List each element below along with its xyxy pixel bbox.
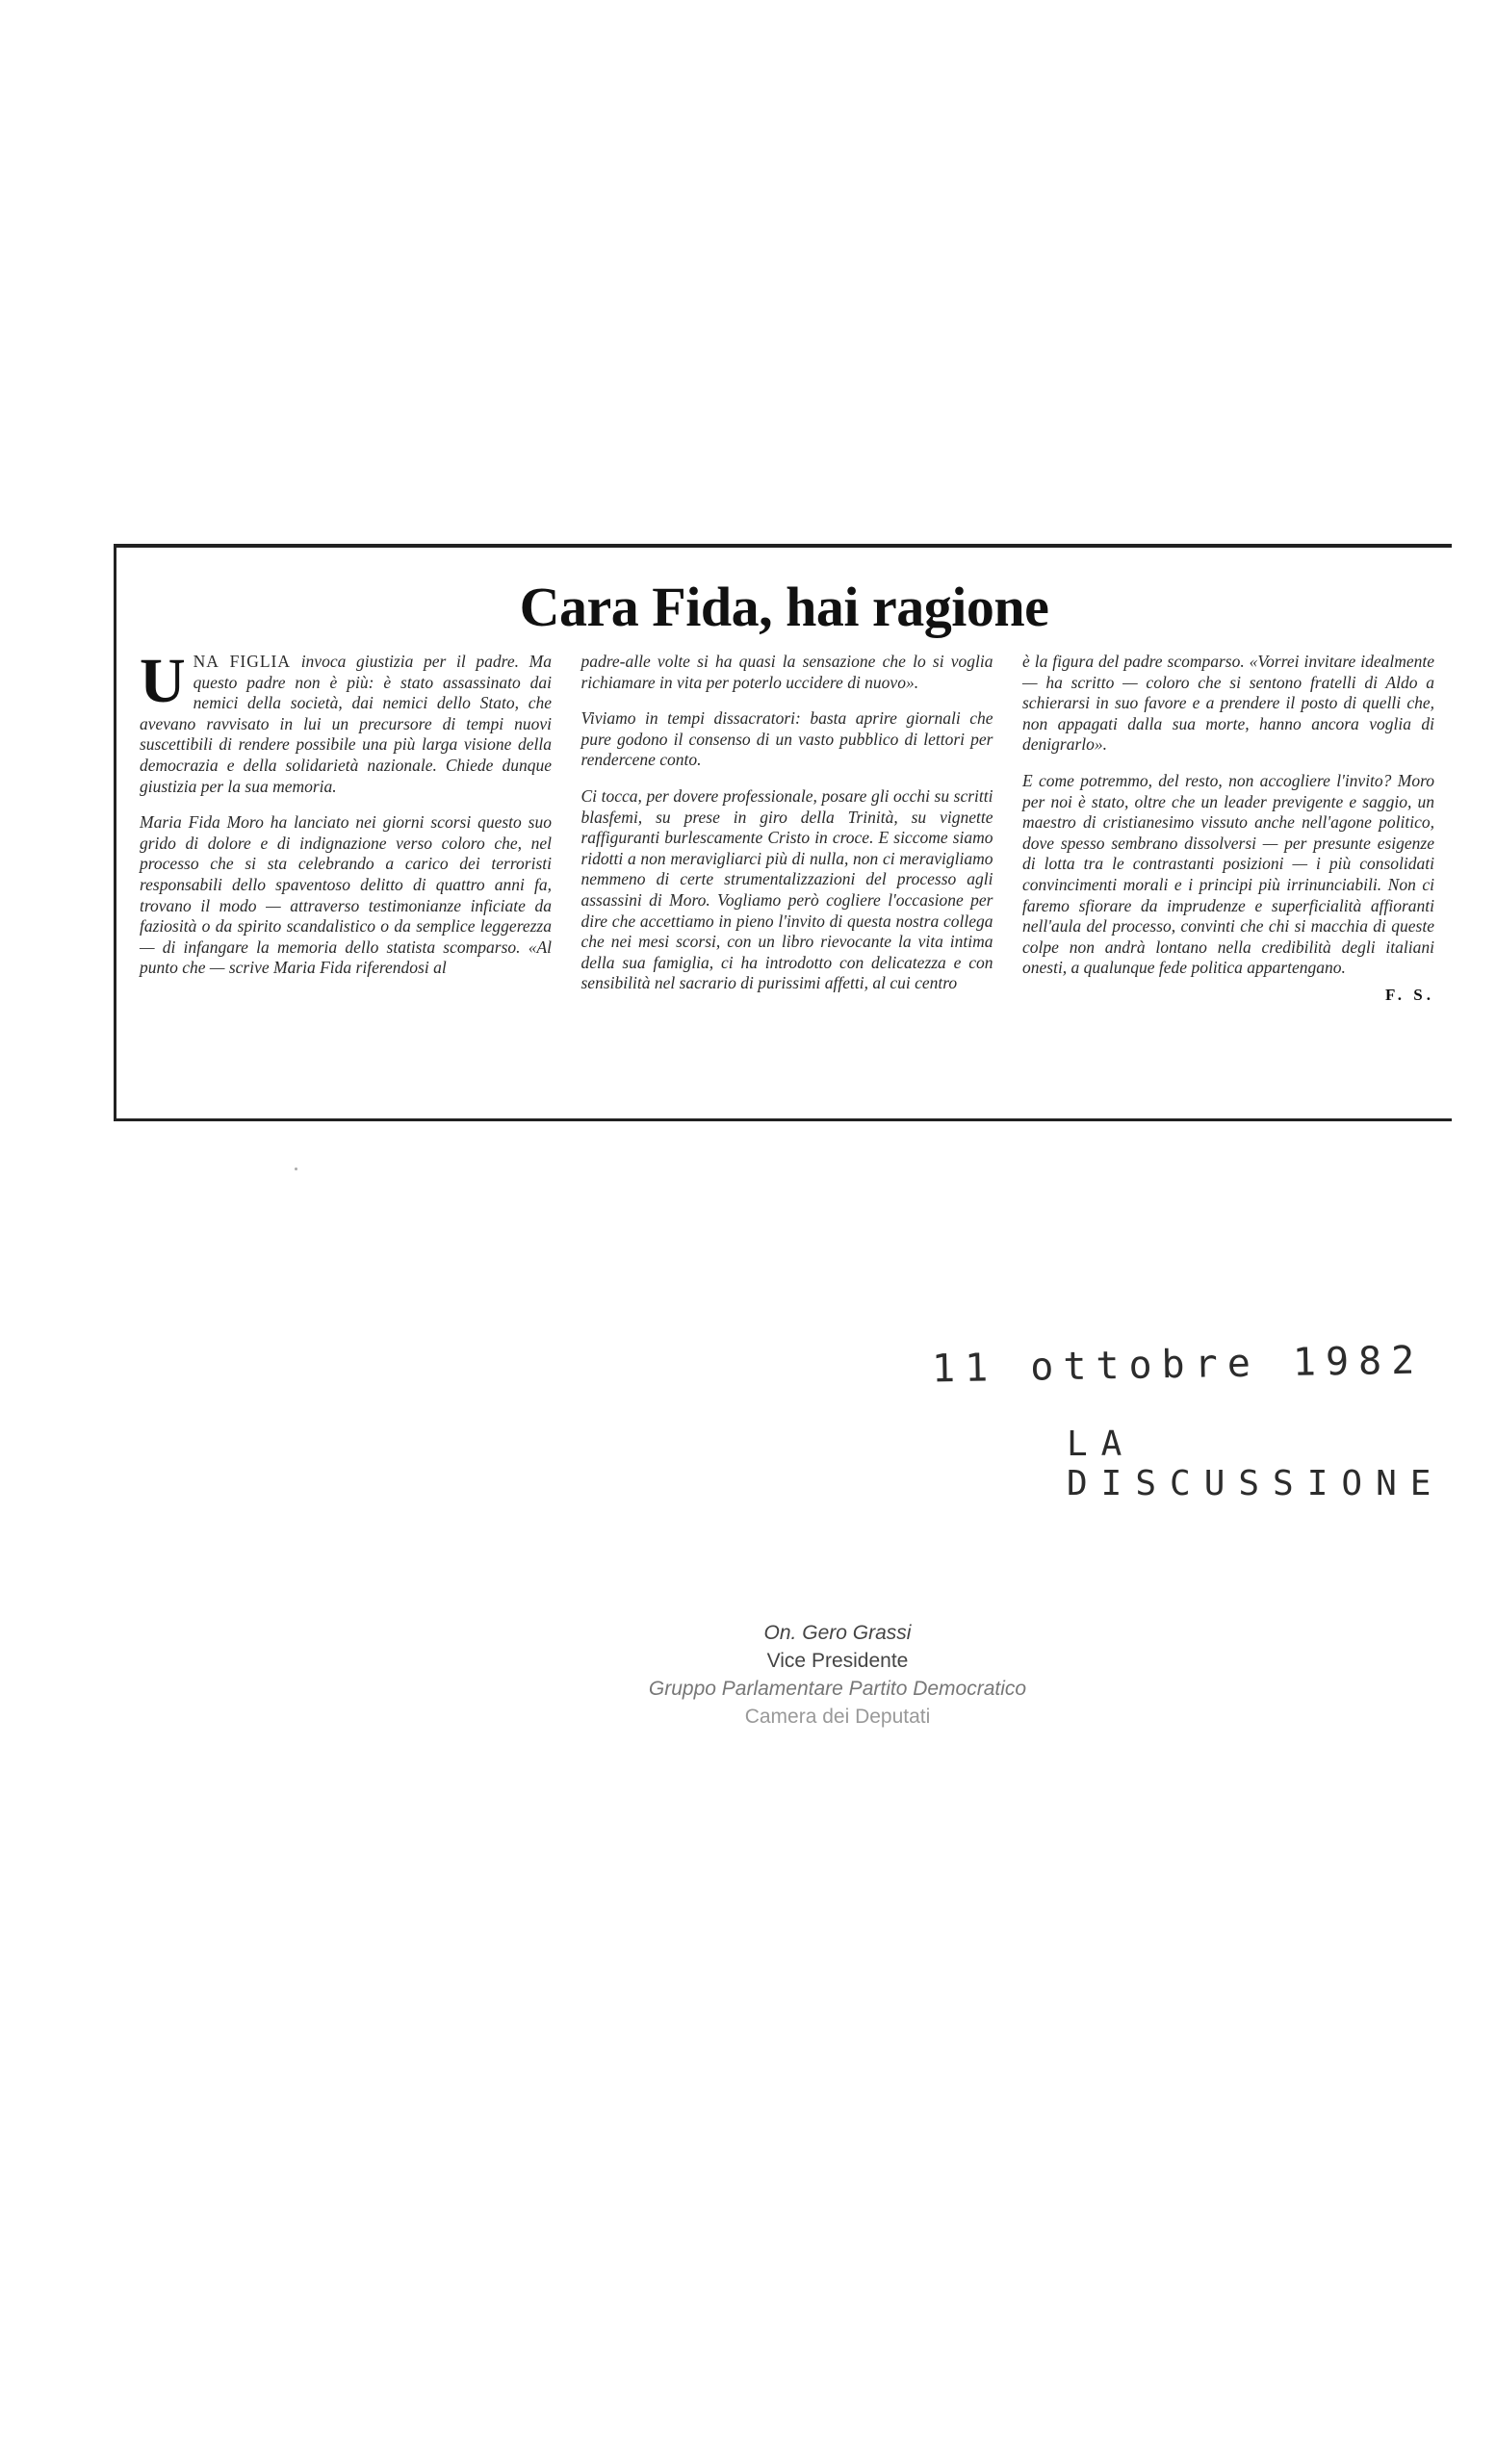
- scan-speck: [295, 1168, 297, 1170]
- author-signature: F. S.: [1384, 985, 1434, 1004]
- footer-group: Gruppo Parlamentare Partito Democratico: [648, 1678, 1027, 1700]
- footer-name: On. Gero Grassi: [763, 1622, 912, 1644]
- footer-chamber: Camera dei Deputati: [744, 1706, 931, 1728]
- newspaper-clipping: [114, 544, 1452, 1121]
- handwritten-newspaper-name: LA DISCUSSIONE: [1067, 1424, 1445, 1503]
- paragraph: Viviamo in tempi dissacratori: basta aprire giornali che pure godono il consenso di un vasto pubblico di lettori per rendercene conto.: [580, 708, 993, 770]
- footer-role: Vice Presidente: [766, 1650, 909, 1672]
- article-column-1: [140, 646, 552, 1010]
- handwritten-date: 11 ottobre 1982: [931, 1338, 1425, 1392]
- paragraph: Maria Fida Moro ha lanciato nei giorni scorsi questo suo grido di dolore e di indignazione verso coloro che, nel processo che si sta celebrando a carico dei terroristi responsabili dello spaventoso delitto di quattro anni fa, trovano il modo — attraverso testimonianze inficiate da faziosità o da spirito scandalistico o da semplice leggerezza — di infangare la memoria dello statista scomparso. «Al punto che — scrive Maria Fida riferendosi al: [140, 812, 552, 978]
- article-columns: [140, 646, 1434, 1010]
- paragraph: è la figura del padre scomparso. «Vorrei invitare idealmente — ha scritto — coloro che si sentono fratelli di Aldo a schierarsi in suo favore e a prendere il posto di quelli che, non appagati dalla sua morte, hanno ancora voglia di denigrarlo».: [1022, 652, 1434, 755]
- paragraph: Ci tocca, per dovere professionale, posare gli occhi su scritti blasfemi, su prese in giro della Trinità, su vignette raffiguranti burlescamente Cristo in croce. E siccome siamo ridotti a non meravigliarci più di nulla, non ci meravigliamo nemmeno di certe strumentalizzazioni del processo agli assassini di Moro. Vogliamo però cogliere l'occasione per dire che accettiamo in pieno l'invito di questa nostra collega che nei mesi scorsi, con un libro rievocante la vita intima della sua famiglia, ci ha introdotto con delicatezza e con sensibilità nel sacrario di purissimi affetti, al cui centro: [580, 785, 993, 993]
- drop-cap: U: [140, 646, 186, 716]
- paragraph: [140, 646, 552, 797]
- article-column-3: [1022, 652, 1434, 1010]
- stamp-footer: [0, 1619, 1496, 1731]
- lead-caps: NA FIGLIA: [193, 652, 292, 671]
- article-headline: Cara Fida, hai ragione: [519, 576, 1049, 638]
- paragraph: E come potremmo, del resto, non accogliere l'invito? Moro per noi è stato, oltre che un leader previgente e saggio, un maestro di cristianesimo vissuto anche nell'agone politico, dove spesso sembrano dissolversi — per presunte esigenze di lotta tra le contrastanti posizioni — i più consolidati convincimenti morali e i principi più irrinunciabili. Non ci faremo sfiorare da imprudenze e superficialità affioranti nell'aula del processo, convinti che chi si macchia di queste colpe non andrà lontano nella credibilità degli italiani onesti, a qualunque fede politica appartengano.: [1022, 770, 1434, 978]
- paragraph-text: invoca giustizia per il padre. Ma questo padre non è più: è stato assassinato dai nemici della società, dai nemici dello Stato, che avevano ravvisato in lui un precursore di tempi nuovi suscettibili di rendere possibile una più larga visione della democrazia e della solidarietà nazionale. Chiede dunque giustizia per la sua memoria.: [140, 652, 552, 796]
- paragraph: padre-alle volte si ha quasi la sensazione che lo si voglia richiamare in vita per poterlo uccidere di nuovo».: [580, 652, 993, 692]
- article-column-2: [581, 652, 993, 1010]
